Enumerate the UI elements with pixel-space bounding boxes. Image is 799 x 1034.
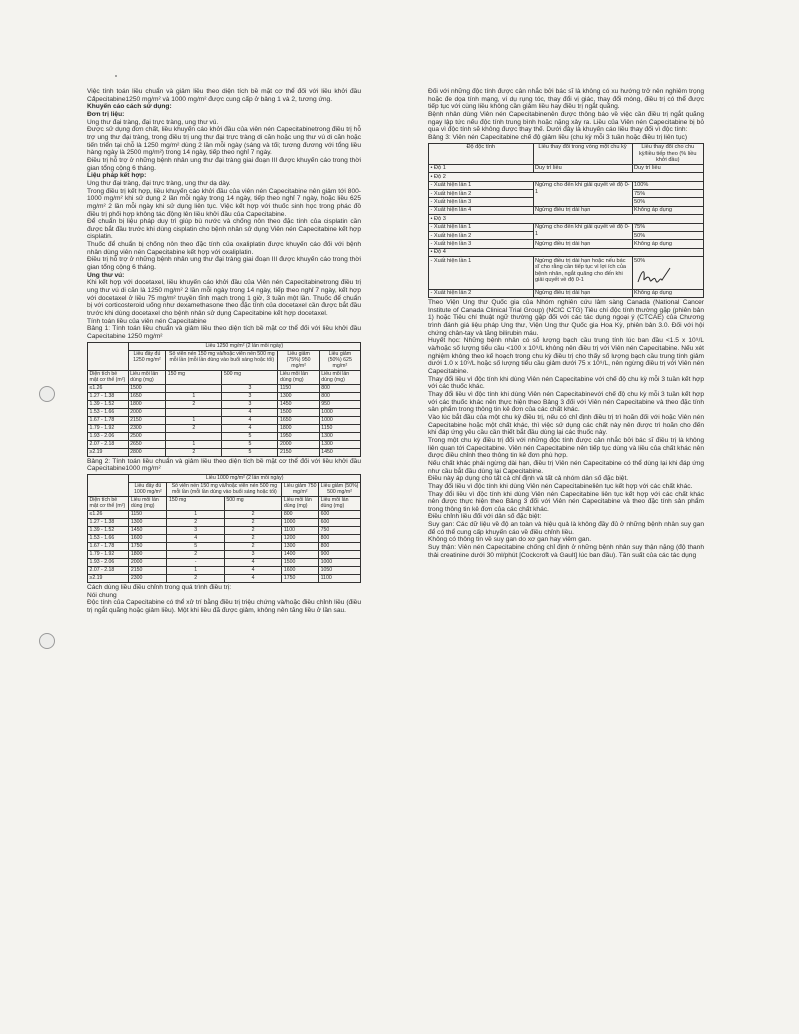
paragraph: Việc tính toán liều chuẩn và giảm liều theo diện tích bề mặt cơ thể đối với liều khởi đầu Capecitabine1250 mg/m² và 1000 mg/m² được cung cấp ở bảng 1 và 2, tương ứng. bbox=[87, 88, 361, 103]
table-cell: 600 bbox=[319, 518, 361, 526]
table-header: Liều giảm (75%) 950 mg/m² bbox=[278, 350, 319, 370]
table-cell: - Xuất hiện lần 2 bbox=[429, 190, 534, 198]
table-cell: 2 bbox=[166, 400, 222, 408]
paragraph: Cách dùng liều điều chỉnh trong quá trình điều trị: bbox=[87, 583, 232, 591]
table-header: 500 mg bbox=[224, 496, 281, 510]
table-row bbox=[88, 558, 361, 566]
table-cell: 1500 bbox=[128, 384, 166, 392]
table-cell: 1500 bbox=[282, 558, 319, 566]
table-cell: ≤1.26 bbox=[88, 384, 129, 392]
table-cell: - Xuất hiện lần 3 bbox=[429, 240, 534, 248]
table-cell: 2.07 - 2.18 bbox=[88, 566, 129, 574]
table-row bbox=[429, 206, 704, 214]
table-cell: 1.39 - 1.52 bbox=[88, 526, 129, 534]
table-cell: 750 bbox=[319, 526, 361, 534]
table-cell bbox=[166, 408, 222, 416]
table-cell: 900 bbox=[319, 550, 361, 558]
left-column bbox=[87, 88, 361, 615]
table-cell: 1 bbox=[166, 440, 222, 448]
table-cell: 1.53 - 1.66 bbox=[88, 534, 129, 542]
table-body bbox=[88, 384, 361, 456]
table-cell: Không áp dụng bbox=[632, 206, 704, 214]
table-cell: Ngừng cho đến khi giải quyết về độ 0-1 bbox=[533, 223, 632, 240]
table-row bbox=[429, 215, 704, 223]
table-row bbox=[429, 164, 704, 172]
table-cell: 2 bbox=[224, 534, 281, 542]
table1-caption: Bảng 1: Tính toán liều chuẩn và giảm liều theo diện tích bề mặt cơ thể đối với liều khởi đầu Capecitabine 1250 mg/m² bbox=[87, 325, 361, 340]
table-cell: 1450 bbox=[319, 448, 360, 456]
paragraph: Nếu chất khác phải ngừng dài hạn, điều trị Viên nén Capecitabine có thể dùng lại khi đáp ứng như cầu bắt đầu dùng lại Capecitabine. bbox=[428, 459, 704, 475]
table-cell: 1500 bbox=[278, 408, 319, 416]
table-header: Liều giảm 750 mg/m² bbox=[282, 482, 319, 496]
table-cell: 2 bbox=[167, 518, 224, 526]
table-row bbox=[88, 526, 361, 534]
table-cell: 2 bbox=[167, 574, 224, 582]
table-row bbox=[88, 448, 361, 456]
table-cell: 2650 bbox=[128, 440, 166, 448]
table-header: Độ độc tính bbox=[429, 143, 534, 164]
table-cell: 50% bbox=[632, 198, 704, 206]
table-header: Số viên nén 150 mg và/hoặc viên nén 500 mg mỗi lần (mỗi lần dùng vào buổi sáng hoặc tối) bbox=[166, 350, 278, 370]
table-header bbox=[88, 474, 129, 496]
paragraph: Không có thông tin về suy gan do xơ gan hay viêm gan. bbox=[428, 536, 592, 544]
table-row bbox=[88, 408, 361, 416]
table-cell: 1300 bbox=[282, 542, 319, 550]
paragraph: Vào lúc bắt đầu của một chu kỳ điều trị, nếu có chỉ định điều trị trì hoãn đối với hoặc Viên nén Capecitabine hoặc một chất khác, thì việc sử dụng các chất này nên được trì hoãn cho đến khi đáp ứng yêu cầu cần thiết bắt đầu dùng lại các thuốc này. bbox=[428, 413, 704, 437]
table-row bbox=[88, 566, 361, 574]
table-cell: 5 bbox=[222, 440, 278, 448]
table-cell: 1 bbox=[166, 392, 222, 400]
table-cell: Không áp dụng bbox=[632, 289, 704, 297]
table-cell: 1650 bbox=[278, 416, 319, 424]
paragraph: Bệnh nhân dùng Viên nén Capecitabinenên được thông báo về việc cần điều trị ngắt quãng ngay lập tức nếu độc tính trung bình hoặc nặng xảy ra. Liều của Viên nén Capecitabine bị bỏ qua vì độc tính sẽ không được thay thế. Dưới đây là khuyến cáo liều thay đổi vì độc tính: bbox=[428, 110, 704, 134]
right-column bbox=[428, 88, 704, 559]
paragraph: Điều trị hỗ trợ ở những bệnh nhân ung thư đại tràng giai đoạn III được khuyến cáo trong thời gian tổng cộng 6 tháng. bbox=[87, 156, 361, 172]
table-header: Liều mỗi lần dùng (mg) bbox=[319, 370, 360, 384]
table-header: 500 mg bbox=[222, 370, 278, 384]
table-row bbox=[88, 518, 361, 526]
table-cell: Ngừng điều trị dài hạn bbox=[533, 206, 632, 214]
table-cell: 4 bbox=[224, 558, 281, 566]
table-cell: 1.67 - 1.78 bbox=[88, 542, 129, 550]
table-cell: 75% bbox=[632, 223, 704, 231]
paragraph: Thay đổi liều vì độc tính khi dùng Viên nén Capecitabinevới chế độ chu kỳ mỗi 3 tuần kết hợp với các thuốc khác nên thực hiện theo Bảng 3 đối với Viên nén Capecitabine và theo đặc tính sản phẩm trong thông tin kê đơn của các chất khác. bbox=[428, 390, 704, 414]
table-header: Liều mỗi lần dùng (mg) bbox=[129, 496, 167, 510]
table-row bbox=[429, 240, 704, 248]
table-cell: ≥2.19 bbox=[88, 574, 129, 582]
table-header: Liều giảm (50%) 500 mg/m² bbox=[319, 482, 361, 496]
table-cell: Ngừng điều trị dài hạn bbox=[533, 289, 632, 297]
table-cell: 1800 bbox=[128, 400, 166, 408]
table-cell: 75% bbox=[632, 190, 704, 198]
table-cell: - Xuất hiện lần 2 bbox=[429, 289, 534, 297]
paragraph: Điều này áp dụng cho tất cả chỉ định và tất cả nhóm dân số đặc biệt. bbox=[428, 475, 629, 483]
table-row bbox=[429, 223, 704, 231]
heading-usage: Khuyến cáo cách sử dụng: bbox=[87, 103, 172, 111]
table-row bbox=[88, 550, 361, 558]
table-row bbox=[88, 400, 361, 408]
paragraph: Trong điều trị kết hợp, liều khuyến cáo khởi đầu của viên nén Capecitabine nên giảm tới 800-1000 mg/m² khi sử dụng 2 lần mỗi ngày trong 14 ngày, tiếp theo nghỉ 7 ngày, hoặc liều 625 mg/m² 2 lần mỗi ngày khi sử dụng liên tục. Việc kết hợp với thuốc sinh học trong phác đồ điều trị phối hợp không tác động lên liều khởi đầu của Capecitabine. bbox=[87, 187, 361, 218]
table-cell: - Xuất hiện lần 2 bbox=[429, 232, 534, 240]
dose-table-1000 bbox=[87, 474, 361, 583]
paragraph: Ung thư đại tràng, đại trực tràng, ung thư dạ dày. bbox=[87, 179, 231, 187]
table-cell: 2000 bbox=[278, 440, 319, 448]
table-header: Số viên nén 150 mg và/hoặc viên nén 500 mg mỗi lần (mỗi lần dùng vào buổi sáng hoặc tối) bbox=[167, 482, 282, 496]
table-cell: 3 bbox=[167, 526, 224, 534]
table-cell: Không áp dụng bbox=[632, 240, 704, 248]
table-cell: - Xuất hiện lần 1 bbox=[429, 257, 534, 289]
table-cell: 4 bbox=[224, 574, 281, 582]
table-cell: 2000 bbox=[128, 408, 166, 416]
table-header: 150 mg bbox=[166, 370, 222, 384]
paragraph: Thay đổi liều vì độc tính khi dùng Viên nén Capecitabineliên tục kết hợp với các chất khác. bbox=[428, 482, 693, 490]
table-row bbox=[88, 416, 361, 424]
table-cell bbox=[632, 257, 704, 289]
table-cell: 1150 bbox=[129, 510, 167, 518]
table-header bbox=[88, 342, 129, 370]
paragraph: Suy thận: Viên nén Capecitabine chống chỉ định ở những bệnh nhân suy thận nặng (độ thanh thải creatinine dưới 30 ml/phút [Cockcroft và Gault] lúc ban đầu). Tần suất của các tác dụng bbox=[428, 544, 704, 559]
table-header: Liều thay đổi cho chu kỳ/liều tiếp theo (% liều khởi đầu) bbox=[632, 143, 704, 164]
table-cell: 950 bbox=[319, 400, 360, 408]
table-row bbox=[88, 534, 361, 542]
table-cell: 1300 bbox=[319, 440, 360, 448]
table-cell: 3 bbox=[222, 384, 278, 392]
table-cell: 1 bbox=[166, 416, 222, 424]
table-cell: 2800 bbox=[128, 448, 166, 456]
table-header: Liều thay đổi trong vòng một chu kỳ bbox=[533, 143, 632, 164]
table-cell: 2150 bbox=[129, 566, 167, 574]
table-cell: 50% bbox=[632, 232, 704, 240]
table-row bbox=[88, 424, 361, 432]
table-cell: 1100 bbox=[319, 574, 361, 582]
table-cell: 1050 bbox=[319, 566, 361, 574]
table-cell: 3 bbox=[224, 550, 281, 558]
paragraph: Khi kết hợp với docetaxel, liều khuyến cáo khởi đầu của Viên nén Capecitabinetrong điều trị ung thư vú di căn là 1250 mg/m² 2 lần mỗi ngày trong 14 ngày, tiếp theo nghỉ 7 ngày, kết hợp với docetaxel ở liều 75 mg/m² truyền tĩnh mạch trong 1 giờ, 3 tuần một lần. Thuốc để chuẩn bị với corticosteroid uống như dexamethasone theo đặc tính của docetaxel cần được bắt đầu trước khi dùng docetaxel cho bệnh nhân sử dụng Capecitabine kết hợp docetaxel. bbox=[87, 279, 361, 318]
table-cell: • Độ 3 bbox=[429, 215, 704, 223]
table-cell: 1000 bbox=[319, 558, 361, 566]
table-cell: 1000 bbox=[282, 518, 319, 526]
table-cell: 1.53 - 1.66 bbox=[88, 408, 129, 416]
table-cell: 1750 bbox=[282, 574, 319, 582]
table-cell: 1.93 - 2.06 bbox=[88, 432, 129, 440]
table-cell: 3 bbox=[222, 392, 278, 400]
paragraph: Ung thư đại tràng, đại trực tràng, ung thư vú. bbox=[87, 118, 219, 126]
table-header: Liều 1250 mg/m² (2 lần mỗi ngày) bbox=[128, 342, 360, 350]
table-cell: 2 bbox=[224, 518, 281, 526]
table-cell: 1 bbox=[167, 510, 224, 518]
table-cell: 2 bbox=[166, 424, 222, 432]
table-cell: 2 bbox=[224, 510, 281, 518]
table-cell: ≥2.19 bbox=[88, 448, 129, 456]
table-row bbox=[429, 289, 704, 297]
table-cell: 1200 bbox=[282, 534, 319, 542]
table-header: Liều giảm (50%) 625 mg/m² bbox=[319, 350, 360, 370]
signature-icon bbox=[634, 264, 674, 288]
paragraph: Thuốc để chuẩn bị chống nôn theo đặc tính của oxaliplatin được khuyến cáo đối với bệnh nhân dùng viên nén Capecitabine kết hợp với oxaliplatin. bbox=[87, 241, 361, 256]
table-header: 150 mg bbox=[167, 496, 224, 510]
heading-combination: Liệu pháp kết hợp: bbox=[87, 172, 147, 180]
table-cell bbox=[166, 432, 222, 440]
table-cell: - Xuất hiện lần 1 bbox=[429, 223, 534, 231]
table-header: Liều mỗi lần dùng (mg) bbox=[278, 370, 319, 384]
table-row bbox=[88, 510, 361, 518]
table-cell: 2 bbox=[224, 526, 281, 534]
table-cell: 2300 bbox=[128, 424, 166, 432]
table2-caption: Bảng 2: Tính toán liều chuẩn và giảm liều theo diện tích bề mặt cơ thể đối với liều khởi đầu Capecitabine1000 mg/m² bbox=[87, 457, 361, 473]
table-cell: 800 bbox=[319, 392, 360, 400]
table-cell: 1.67 - 1.78 bbox=[88, 416, 129, 424]
table-header: Liều mỗi lần dùng (mg) bbox=[319, 496, 361, 510]
table-cell: 1150 bbox=[319, 424, 360, 432]
table-cell: 1000 bbox=[319, 416, 360, 424]
table-row bbox=[88, 542, 361, 550]
table-row bbox=[429, 257, 704, 289]
table-cell: 3 bbox=[222, 400, 278, 408]
table-header: Diện tích bề mặt cơ thể (m²) bbox=[88, 370, 129, 384]
table-header: Liều đầy đủ 1000 mg/m² bbox=[129, 482, 167, 496]
paragraph: Theo Viện Ung thư Quốc gia của Nhóm nghiên cứu lâm sàng Canada (National Cancer Institute of Canada Clinical Trial Group) (NCIC CTG) Tiêu chí độc tính thường gặp (phiên bản 1) hoặc Tiêu chí thuật ngữ thường gặp đối với các tác dụng ngoại ý (CTCAE) của Chương trình đánh giá liệu pháp Ung thư, Viện Ung thư Quốc gia Hoa Kỳ, phiên bản 3.0. Đối với hội chứng chân-tay và tăng bilirubin máu. bbox=[428, 299, 704, 337]
table-cell: 1800 bbox=[129, 550, 167, 558]
table-cell: - Xuất hiện lần 4 bbox=[429, 206, 534, 214]
table-header: Liều đầy đủ 1250 mg/m² bbox=[128, 350, 166, 370]
table-cell: 4 bbox=[167, 534, 224, 542]
table-cell: Ngừng cho đến khi giải quyết về độ 0-1 bbox=[533, 181, 632, 206]
dose-table-1250 bbox=[87, 342, 361, 457]
table-cell: • Độ 2 bbox=[429, 173, 704, 181]
table-cell: 800 bbox=[282, 510, 319, 518]
paragraph: Huyết học: Những bệnh nhân có số lượng bạch cầu trung tính lúc ban đầu <1.5 x 10⁹/L và/hoặc số lượng tiểu cầu <100 x 10⁹/L không nên điều trị với Viên nén Capecitabine. Nếu xét nghiệm không theo kế hoạch trong chu kỳ điều trị cho thấy số lượng bạch cầu trung tính giảm dưới 1.0 x 10⁹/L hoặc số lượng tiểu cầu giảm dưới 75 x 10⁹/L, nên ngừng điều trị với Viên nén Capecitabine. bbox=[428, 337, 704, 375]
table-cell: 2150 bbox=[128, 416, 166, 424]
table-header: Liều 1000 mg/m² (2 lần mỗi ngày) bbox=[129, 474, 361, 482]
paragraph: Được sử dụng đơn chất, liều khuyến cáo khởi đầu của viên nén Capecitabinetrong điều trị hỗ trợ ung thư đại tràng, trong điều trị ung thư đại trực tràng di căn hoặc ung thư vú di căn hoặc tiến triển tại chỗ là 1250 mg/m² dùng 2 lần mỗi ngày (sáng và tối; tương đương với tổng liều hàng ngày là 2500 mg/m²) trong 14 ngày, tiếp theo nghỉ 7 ngày. bbox=[87, 126, 361, 157]
paragraph: Nói chung bbox=[87, 591, 117, 599]
table-header: Liều mỗi lần dùng (mg) bbox=[282, 496, 319, 510]
table-cell: • Độ 1 bbox=[429, 164, 534, 172]
paragraph: Thay đổi liều vì độc tính khi dùng Viên nén Capecitabine liên tục kết hợp với các chất khác nên được thực hiện theo Bảng 3 đối với Viên nén Capecitabine và theo đặc tính sản phẩm trong thông tin kê đơn của các chất khác. bbox=[428, 490, 704, 513]
paragraph: Để chuẩn bị liệu pháp duy trì giúp bù nước và chống nôn theo đặc tính của cisplatin cần được bắt đầu trước khi dùng cisplatin cho bệnh nhân sử dụng Viên nén Capecitabine kết hợp cisplatin. bbox=[87, 218, 361, 241]
table-cell: 1.79 - 1.92 bbox=[88, 424, 129, 432]
table-cell: 1.93 - 2.06 bbox=[88, 558, 129, 566]
table-cell: 1950 bbox=[278, 432, 319, 440]
table-cell: 1.39 - 1.52 bbox=[88, 400, 129, 408]
table-cell: 1 bbox=[167, 566, 224, 574]
table-cell: Ngừng điều trị dài hạn bbox=[533, 240, 632, 248]
table-cell: • Độ 4 bbox=[429, 248, 704, 256]
table-header: Diện tích bề mặt cơ thể (m²) bbox=[88, 496, 129, 510]
table-cell: ≤1.26 bbox=[88, 510, 129, 518]
table-body bbox=[88, 510, 361, 582]
toxicity-table bbox=[428, 143, 704, 299]
paragraph: Điều trị hỗ trợ ở những bệnh nhân ung thư đại tràng giai đoạn III được khuyến cáo trong thời gian tổng cộng 6 tháng. bbox=[87, 256, 361, 272]
table-cell: - Xuất hiện lần 3 bbox=[429, 198, 534, 206]
table-cell: 2150 bbox=[278, 448, 319, 456]
table-cell-text: 50% bbox=[634, 257, 646, 264]
table-cell: 4 bbox=[222, 408, 278, 416]
table-cell: Duy trì liều bbox=[632, 164, 704, 172]
table-cell: Duy trì liều bbox=[533, 164, 632, 172]
table-cell: 1600 bbox=[282, 566, 319, 574]
table-cell: 1100 bbox=[282, 526, 319, 534]
table-cell: - Xuất hiện lần 1 bbox=[429, 181, 534, 189]
table-header: Liều mỗi lần dùng (mg) bbox=[128, 370, 166, 384]
scan-speck bbox=[115, 75, 117, 77]
table-cell: 1150 bbox=[278, 384, 319, 392]
table-cell: 1.27 - 1.38 bbox=[88, 392, 129, 400]
table-row bbox=[88, 432, 361, 440]
table-cell: 2000 bbox=[129, 558, 167, 566]
table-cell: 2 bbox=[224, 542, 281, 550]
table-cell: 5 bbox=[222, 448, 278, 456]
paragraph: Suy gan: Các dữ liệu về độ an toàn và hiệu quả là không đầy đủ ở những bệnh nhân suy gan để có thể cung cấp khuyến cáo về điều chỉnh liều. bbox=[428, 521, 704, 536]
table-row bbox=[88, 440, 361, 448]
table-cell: Ngừng điều trị dài hạn hoặc nếu bác sĩ cho rằng cần tiếp tục vì lợi ích của bệnh nhân, ngắt quãng cho đến khi giải quyết về độ 0-1 bbox=[533, 257, 632, 289]
table-cell: 1450 bbox=[129, 526, 167, 534]
table-cell: 2 bbox=[166, 448, 222, 456]
table-cell: 1300 bbox=[278, 392, 319, 400]
table-cell: 1800 bbox=[278, 424, 319, 432]
table-cell: 1.79 - 1.92 bbox=[88, 550, 129, 558]
table-cell: 5 bbox=[167, 542, 224, 550]
table-cell: 2 bbox=[167, 550, 224, 558]
table-cell: 4 bbox=[224, 566, 281, 574]
table-cell: 1600 bbox=[129, 534, 167, 542]
heading-monotherapy: Đơn trị liệu: bbox=[87, 110, 125, 118]
table-cell: 800 bbox=[319, 534, 361, 542]
table-cell: 1650 bbox=[128, 392, 166, 400]
paragraph: Tính toán liều của viên nén Capecitabine bbox=[87, 317, 207, 325]
table-row bbox=[429, 181, 704, 189]
table-cell: 2.07 - 2.18 bbox=[88, 440, 129, 448]
table-cell: 800 bbox=[319, 542, 361, 550]
paragraph: Điều chỉnh liều đối với dân số đặc biệt: bbox=[428, 513, 542, 521]
paragraph: Trong một chu kỳ điều trị đối với những độc tính được cân nhắc bởi bác sĩ điều trị là không liên quan tới Capecitabine. Viên nén Capecitabine nên tiếp tục dùng và liều của chất khác nên được điều chỉnh theo thông tin kê đơn phù hợp. bbox=[428, 436, 704, 460]
heading-breast-cancer: Ung thư vú: bbox=[87, 271, 125, 279]
table-cell: 2500 bbox=[128, 432, 166, 440]
table-cell: 4 bbox=[222, 416, 278, 424]
paragraph: Thay đổi liều vì độc tính khi dùng Viên nén Capecitabine với chế độ chu kỳ mỗi 3 tuần kết hợp với các thuốc khác. bbox=[428, 375, 704, 391]
table-cell: 100% bbox=[632, 181, 704, 189]
table-row bbox=[88, 384, 361, 392]
table-cell: 600 bbox=[319, 510, 361, 518]
table-cell: - bbox=[167, 558, 224, 566]
table-row bbox=[88, 574, 361, 582]
table-cell: 1750 bbox=[129, 542, 167, 550]
paragraph: Đối với những độc tính được cân nhắc bởi bác sĩ là không có xu hướng trở nên nghiêm trọng hoặc đe dọa tính mạng, ví dụ rụng tóc, thay đổi vị giác, thay đổi móng, điều trị có thể được tiếp tục với cùng liều không cần giảm liều hay điều trị ngắt quãng. bbox=[428, 88, 704, 111]
table-cell: 1300 bbox=[319, 432, 360, 440]
punch-hole bbox=[39, 386, 55, 402]
table-cell: 1000 bbox=[319, 408, 360, 416]
table-row bbox=[429, 248, 704, 256]
paragraph: Độc tính của Capecitabine có thể xử trí bằng điều trị triệu chứng và/hoặc điều chỉnh liều (điều trị ngắt quãng hoặc giảm liều). Một khi liều đã được giảm, không nên tăng liều ở lần sau. bbox=[87, 599, 361, 614]
table-cell: 5 bbox=[222, 432, 278, 440]
table-cell: 800 bbox=[319, 384, 360, 392]
table-cell: 4 bbox=[222, 424, 278, 432]
table-row bbox=[88, 392, 361, 400]
table-cell: 1.27 - 1.38 bbox=[88, 518, 129, 526]
table-cell: 1400 bbox=[282, 550, 319, 558]
punch-hole bbox=[39, 633, 55, 649]
table-cell: 2300 bbox=[129, 574, 167, 582]
table-row bbox=[429, 173, 704, 181]
table-cell bbox=[166, 384, 222, 392]
table-cell: 1450 bbox=[278, 400, 319, 408]
table-cell: 1300 bbox=[129, 518, 167, 526]
table3-caption: Bảng 3: Viên nén Capecitabine chế độ giảm liều (chu kỳ mỗi 3 tuần hoặc điều trị liên tục) bbox=[428, 133, 688, 141]
